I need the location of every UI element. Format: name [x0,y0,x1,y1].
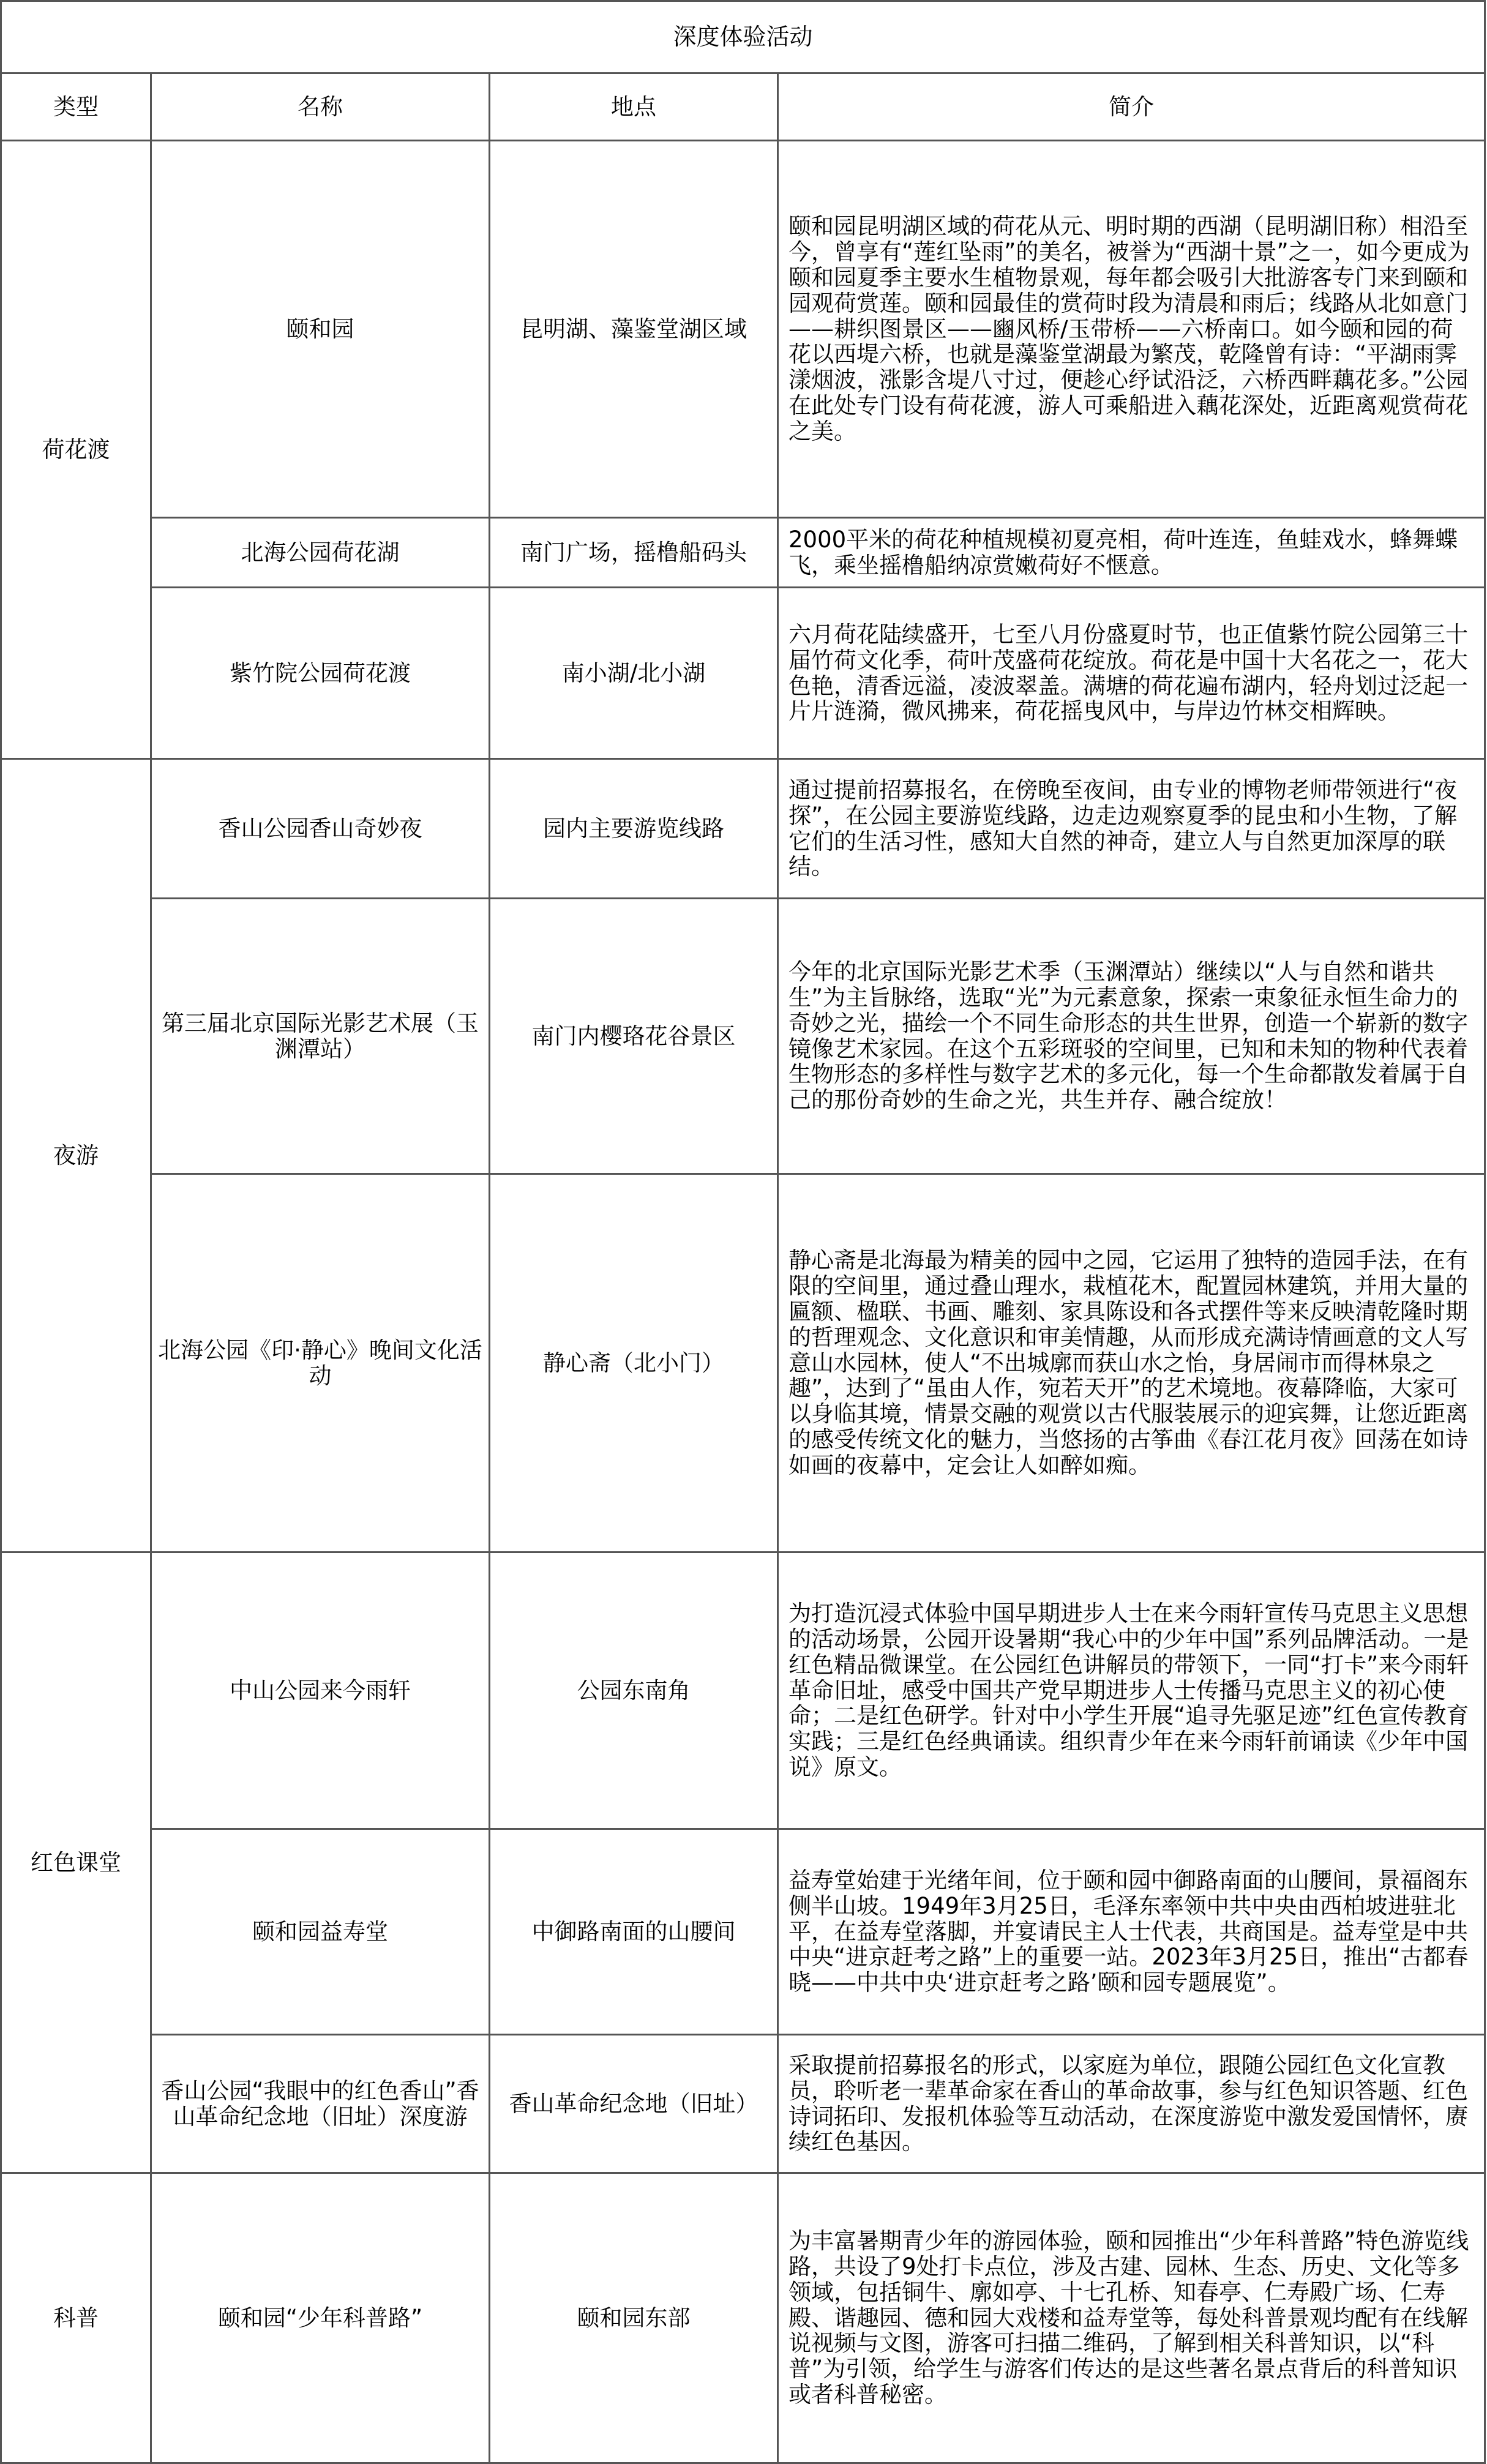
desc-cell: 今年的北京国际光影艺术季（玉渊潭站）继续以“人与自然和谐共生”为主旨脉络，选取“光”为元素意象，探索一束象征永恒生命力的奇妙之光，描绘一个不同生命形态的共生世界，创造一个崭新的数字镜像艺术家园。在这个五彩斑驳的空间里，已知和未知的物种代表着生物形态的多样性与数字艺术的多元化，每一个生命都散发着属于自己的那份奇妙的生命之光，共生并存、融合绽放！ [778,899,1485,1174]
location-cell: 静心斋（北小门） [490,1174,778,1552]
location-cell: 南小湖/北小湖 [490,588,778,759]
desc-cell: 颐和园昆明湖区域的荷花从元、明时期的西湖（昆明湖旧称）相沿至今，曾享有“莲红坠雨”的美名，被誉为“西湖十景”之一，如今更成为颐和园夏季主要水生植物景观，每年都会吸引大批游客专门来到颐和园观荷赏莲。颐和园最佳的赏荷时段为清晨和雨后；线路从北如意门——耕织图景区——豳风桥/玉带桥——六桥南口。如今颐和园的荷花以西堤六桥，也就是藻鉴堂湖最为繁茂，乾隆曾有诗：“平湖雨霁漾烟波，涨影含堤八寸过，便趁心纾试沿泛，六桥西畔藕花多。”公园在此处专门设有荷花渡，游人可乘船进入藕花深处，近距离观赏荷花之美。 [778,141,1485,518]
desc-cell: 六月荷花陆续盛开，七至八月份盛夏时节，也正值紫竹院公园第三十届竹荷文化季，荷叶茂盛荷花绽放。荷花是中国十大名花之一，花大色艳，清香远溢，凌波翠盖。满塘的荷花遍布湖内，轻舟划过泛起一片片涟漪，微风拂来，荷花摇曳风中，与岸边竹林交相辉映。 [778,588,1485,759]
table-row [1,518,1485,588]
name-cell: 香山公园香山奇妙夜 [151,759,490,899]
table-row [1,588,1485,759]
desc-cell: 益寿堂始建于光绪年间，位于颐和园中御路南面的山腰间，景福阁东侧半山坡。1949年3月25日，毛泽东率领中共中央由西柏坡进驻北平，在益寿堂落脚，并宴请民主人士代表，共商国是。益寿堂是中共中央“进京赶考之路”上的重要一站。2023年3月25日，推出“古都春晓——中共中央‘进京赶考之路’颐和园专题展览”。 [778,1829,1485,2035]
type-cell: 红色课堂 [1,1552,151,2173]
name-cell: 颐和园益寿堂 [151,1829,490,2035]
location-cell: 中御路南面的山腰间 [490,1829,778,2035]
desc-cell: 2000平米的荷花种植规模初夏亮相，荷叶连连，鱼蛙戏水，蜂舞蝶飞，乘坐摇橹船纳凉赏嫩荷好不惬意。 [778,518,1485,588]
desc-cell: 为打造沉浸式体验中国早期进步人士在来今雨轩宣传马克思主义思想的活动场景，公园开设暑期“我心中的少年中国”系列品牌活动。一是红色精品微课堂。在公园红色讲解员的带领下，一同“打卡”来今雨轩革命旧址，感受中国共产党早期进步人士传播马克思主义的初心使命；二是红色研学。针对中小学生开展“追寻先驱足迹”红色宣传教育实践；三是红色经典诵读。组织青少年在来今雨轩前诵读《少年中国说》原文。 [778,1552,1485,1829]
header-name: 名称 [151,73,490,141]
name-cell: 颐和园 [151,141,490,518]
location-cell: 南门广场，摇橹船码头 [490,518,778,588]
table-row [1,899,1485,1174]
type-cell: 荷花渡 [1,141,151,759]
name-cell: 北海公园荷花湖 [151,518,490,588]
table-row [1,1829,1485,2035]
table-row [1,2173,1485,2463]
name-cell: 中山公园来今雨轩 [151,1552,490,1829]
table-row [1,1174,1485,1552]
location-cell: 颐和园东部 [490,2173,778,2463]
header-location: 地点 [490,73,778,141]
table-row [1,759,1485,899]
name-cell: 紫竹院公园荷花渡 [151,588,490,759]
name-cell: 第三届北京国际光影艺术展（玉渊潭站） [151,899,490,1174]
header-intro: 简介 [778,73,1485,141]
name-cell: 香山公园“我眼中的红色香山”香山革命纪念地（旧址）深度游 [151,2035,490,2173]
header-type: 类型 [1,73,151,141]
desc-cell: 采取提前招募报名的形式，以家庭为单位，跟随公园红色文化宣教员，聆听老一辈革命家在香山的革命故事，参与红色知识答题、红色诗词拓印、发报机体验等互动活动，在深度游览中激发爱国情怀，赓续红色基因。 [778,2035,1485,2173]
table-row [1,2035,1485,2173]
location-cell: 公园东南角 [490,1552,778,1829]
location-cell: 昆明湖、藻鉴堂湖区域 [490,141,778,518]
type-cell: 夜游 [1,759,151,1552]
table-title: 深度体验活动 [1,1,1485,73]
location-cell: 香山革命纪念地（旧址） [490,2035,778,2173]
table-row [1,1552,1485,1829]
title-row [1,1,1485,73]
location-cell: 园内主要游览线路 [490,759,778,899]
desc-cell: 静心斋是北海最为精美的园中之园，它运用了独特的造园手法，在有限的空间里，通过叠山理水，栽植花木，配置园林建筑，并用大量的匾额、楹联、书画、雕刻、家具陈设和各式摆件等来反映清乾隆时期的哲理观念、文化意识和审美情趣，从而形成充满诗情画意的文人写意山水园林，使人“不出城廓而获山水之怡，身居闹市而得林泉之趣”，达到了“虽由人作，宛若天开”的艺术境地。夜幕降临，大家可以身临其境，情景交融的观赏以古代服装展示的迎宾舞，让您近距离的感受传统文化的魅力，当悠扬的古筝曲《春江花月夜》回荡在如诗如画的夜幕中，定会让人如醉如痴。 [778,1174,1485,1552]
desc-cell: 通过提前招募报名，在傍晚至夜间，由专业的博物老师带领进行“夜探”，在公园主要游览线路，边走边观察夏季的昆虫和小生物，了解它们的生活习性，感知大自然的神奇，建立人与自然更加深厚的联结。 [778,759,1485,899]
header-row [1,73,1485,141]
desc-cell: 为丰富暑期青少年的游园体验，颐和园推出“少年科普路”特色游览线路，共设了9处打卡点位，涉及古建、园林、生态、历史、文化等多领域，包括铜牛、廓如亭、十七孔桥、知春亭、仁寿殿广场、仁寿殿、谐趣园、德和园大戏楼和益寿堂等，每处科普景观均配有在线解说视频与文图，游客可扫描二维码，了解到相关科普知识，以“科普”为引领，给学生与游客们传达的是这些著名景点背后的科普知识或者科普秘密。 [778,2173,1485,2463]
name-cell: 北海公园《印·静心》晚间文化活动 [151,1174,490,1552]
table-row [1,141,1485,518]
type-cell: 科普 [1,2173,151,2463]
location-cell: 南门内樱珞花谷景区 [490,899,778,1174]
name-cell: 颐和园“少年科普路” [151,2173,490,2463]
